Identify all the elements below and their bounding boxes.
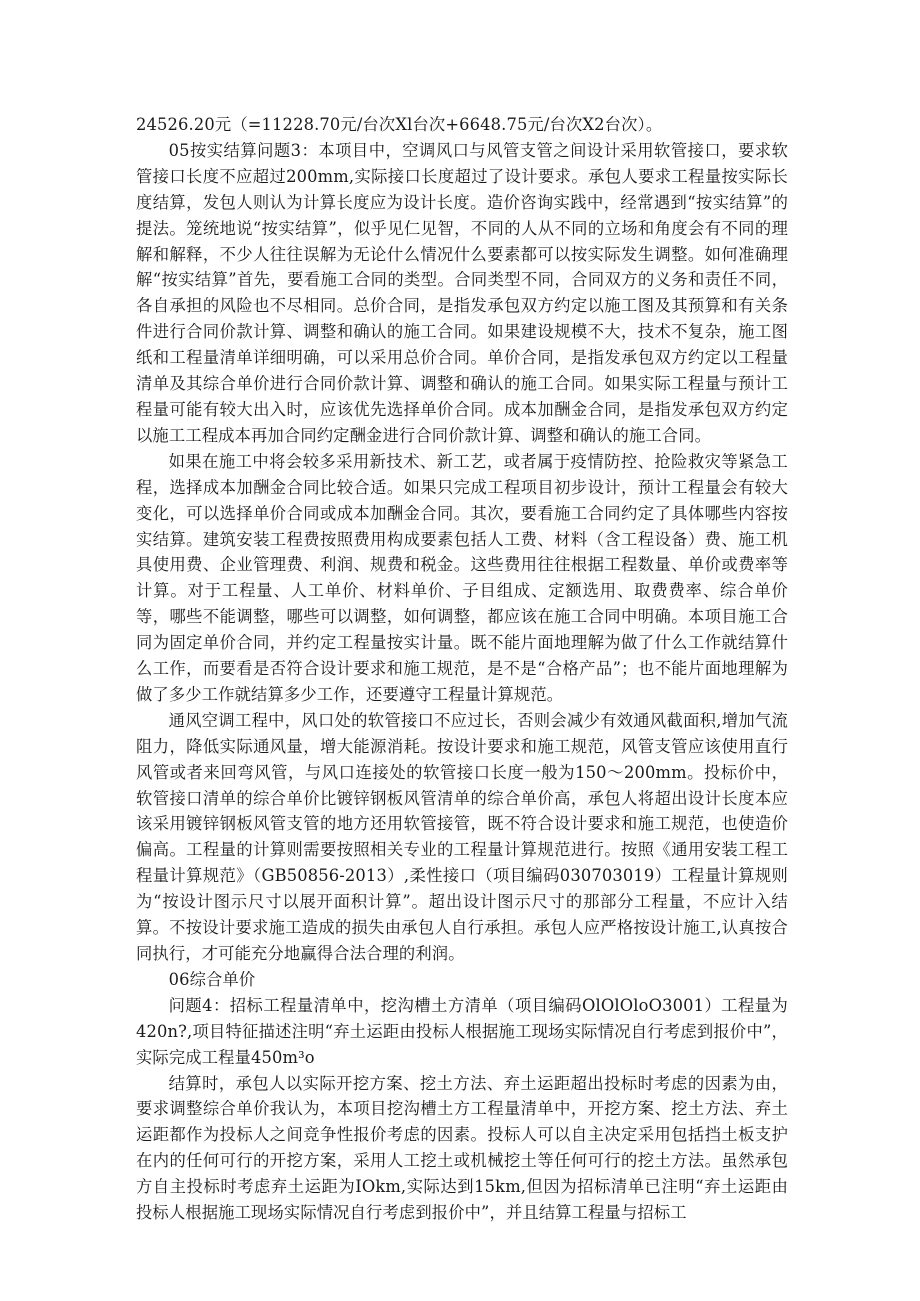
paragraph-contract-types: 如果在施工中将会较多采用新技术、新工艺，或者属于疫情防控、抢险救灾等紧急工程，选择成本加酬金合同比较合适。如果只完成工程项目初步设计，预计工程量会有较大变化，可以选择单价合同或成本加酬金合同。其次，要看施工合同约定了具体哪些内容按实结算。建筑安装工程费按照费用构成要素包括人工费、材料（含工程设备）费、施工机具使用费、企业管理费、利润、规费和税金。这些费用往往根据工程数量、单价或费率等计算。对于工程量、人工单价、材料单价、子目组成、定额选用、取费费率、综合单价等，哪些不能调整，哪些可以调整，如何调整，都应该在施工合同中明确。本项目施工合同为固定单价合同，并约定工程量按实计量。既不能片面地理解为做了什么工作就结算什么工作，而要看是否符合设计要求和施工规范，是不是“合格产品”；也不能片面地理解为做了多少工作就结算多少工作，还要遵守工程量计算规范。 bbox=[136, 451, 788, 704]
paragraph-settlement: 结算时，承包人以实际开挖方案、挖土方法、弃土运距超出投标时考虑的因素为由，要求调整综合单价我认为，本项目挖沟槽土方工程量清单中，开挖方案、挖土方法、弃土运距都作为投标人之间竞争性报价考虑的因素。投标人可以自主决定采用包括挡土板支护在内的任何可行的开挖方案，采用人工挖土或机械挖土等任何可行的挖土方法。虽然承包方自主投标时考虑弃土运距为IOkm,实际达到15km,但因为招标清单已注明“弃土运距由投标人根据施工现场实际情况自行考虑到报价中”，并且结算工程量与招标工 bbox=[136, 1073, 788, 1223]
section-heading-06: 06综合单价 bbox=[168, 969, 256, 989]
paragraph-hvac: 通风空调工程中，风口处的软管接口不应过长，否则会减少有效通风截面积,增加气流阻力，降低实际通风量，增大能源消耗。按设计要求和施工规范，风管支管应该使用直行风管或者来回弯风管，与风口连接处的软管接口长度一般为150～200mm。投标价中，软管接口清单的综合单价比镀锌钢板风管清单的综合单价高，承包人将超出设计长度本应该采用镀锌钢板风管支管的地方还用软管接管，既不符合设计要求和施工规范，也使造价偏高。工程量的计算则需要按照相关专业的工程量计算规范进行。按照《通用安装工程工程量计算规范》（GB50856-2013）,柔性接口（项目编码030703019）工程量计算规则为“按设计图示尺寸以展开面积计算”。超出设计图示尺寸的那部分工程量，不应计入结算。不按设计要求施工造成的损失由承包人自行承担。承包人应严格按设计施工,认真按合同执行，才可能充分地赢得合法合理的利润。 bbox=[136, 710, 788, 963]
paragraph-issue-3: 05按实结算问题3：本项目中，空调风口与风管支管之间设计采用软管接口，要求软管接口长度不应超过200mm,实际接口长度超过了设计要求。承包人要求工程量按实际长度结算，发包人则认为计算长度应为设计长度。造价咨询实践中，经常遇到“按实结算”的提法。笼统地说“按实结算”，似乎见仁见智，不同的人从不同的立场和角度会有不同的理解和解释，不少人往往误解为无论什么情况什么要素都可以按实际发生调整。如何准确理解“按实结算”首先，要看施工合同的类型。合同类型不同，合同双方的义务和责任不同，各自承担的风险也不尽相同。总价合同，是指发承包双方约定以施工图及其预算和有关条件进行合同价款计算、调整和确认的施工合同。如果建设规模不大，技术不复杂，施工图纸和工程量清单详细明确，可以采用总价合同。单价合同，是指发承包双方约定以工程量清单及其综合单价进行合同价款计算、调整和确认的施工合同。如果实际工程量与预计工程量可能有较大出入时，应该优先选择单价合同。成本加酬金合同，是指发承包双方约定以施工工程成本再加合同约定酬金进行合同价款计算、调整和确认的施工合同。 bbox=[136, 140, 788, 445]
paragraph-price-formula: 24526.20元（=11228.70元/台次Xl台次+6648.75元/台次X2台次）。 bbox=[136, 115, 663, 134]
document-body bbox=[136, 112, 788, 1226]
paragraph-issue-4: 问题4：招标工程量清单中，挖沟槽土方清单（项目编码OlOlOloO3001）工程量为420n?,项目特征描述注明“弃土运距由投标人根据施工现场实际情况自行考虑到报价中”，实际完成工程量450m³o bbox=[136, 995, 788, 1067]
